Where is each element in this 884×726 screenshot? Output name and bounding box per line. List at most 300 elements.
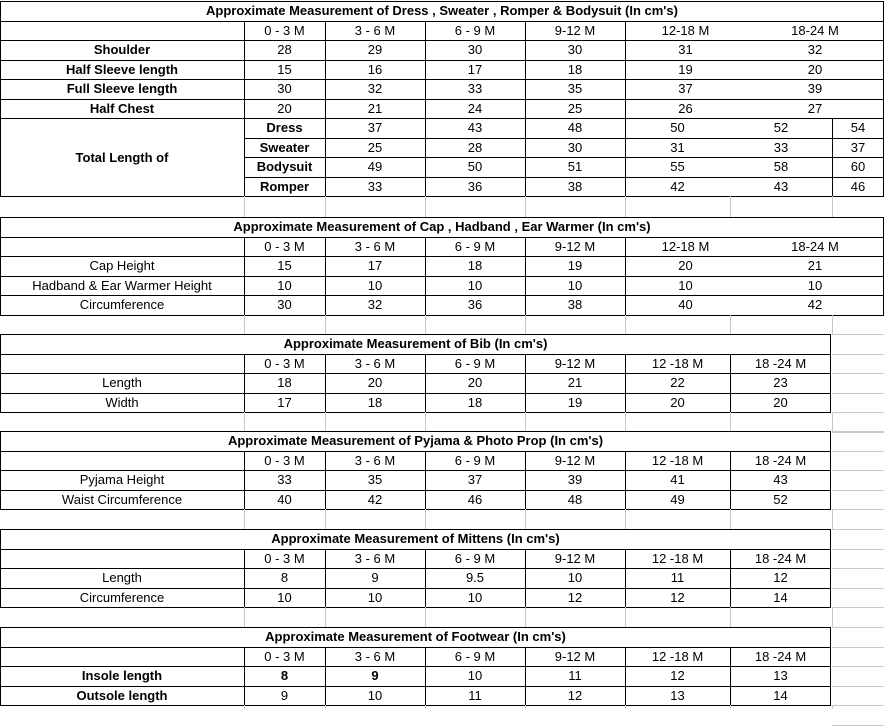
measurement-value: 52	[773, 120, 789, 136]
gridline	[625, 451, 626, 510]
measurement-value: 20	[277, 100, 292, 116]
measurement-value: 40	[678, 297, 693, 313]
measurement-value: 17	[367, 258, 383, 274]
measurement-value: 30	[567, 42, 583, 58]
gridline	[0, 196, 884, 197]
gridline	[244, 705, 245, 709]
gridline	[0, 1, 1, 196]
measurement-value: 18	[567, 61, 583, 77]
measurement-value: 30	[277, 297, 292, 313]
gridline	[832, 588, 884, 589]
gridline	[832, 666, 884, 667]
measurement-value: 18	[277, 375, 292, 391]
header-blank-cell	[0, 451, 244, 471]
measurement-value: 32	[367, 297, 383, 313]
gridline	[625, 315, 626, 335]
measurement-label: Hadband & Ear Warmer Height	[32, 277, 212, 293]
measurement-value: 10	[277, 589, 292, 605]
gridline	[0, 627, 1, 705]
gridline	[0, 431, 1, 509]
gridline	[832, 607, 833, 627]
gridline	[425, 21, 426, 119]
gridline	[425, 705, 426, 709]
measurement-value: 27	[807, 100, 823, 116]
gridline	[244, 237, 245, 315]
gridline	[525, 549, 526, 608]
gridline	[625, 509, 626, 529]
measurement-value: 48	[567, 120, 583, 136]
measurement-value: 21	[807, 258, 823, 274]
gridline	[832, 196, 833, 217]
gridline	[0, 217, 1, 315]
measurement-value: 20	[670, 394, 685, 410]
garment-label: Dress	[266, 120, 303, 136]
measurement-value: 11	[670, 570, 685, 586]
measurement-value: 15	[277, 61, 292, 77]
measurement-label: Length	[102, 375, 142, 391]
age-column-header: 9-12 M	[554, 648, 596, 664]
measurement-value: 32	[367, 81, 383, 97]
measurement-value: 50	[670, 120, 685, 136]
gridline	[832, 490, 884, 491]
measurement-label: Full Sleeve length	[66, 81, 178, 97]
gridline	[244, 607, 245, 627]
gridline	[832, 451, 884, 452]
gridline	[832, 431, 884, 432]
gridline	[832, 725, 884, 726]
gridline	[325, 509, 326, 529]
gridline	[832, 412, 833, 431]
gridline	[425, 607, 426, 627]
age-column-header: 6 - 9 M	[454, 22, 496, 38]
gridline	[425, 315, 426, 335]
gridline	[244, 196, 245, 217]
gridline	[0, 509, 831, 510]
gridline	[832, 118, 833, 196]
measurement-value: 29	[367, 42, 383, 58]
age-column-header: 18-24 M	[791, 22, 839, 38]
gridline	[525, 705, 526, 709]
age-column-header: 9-12 M	[554, 550, 596, 566]
gridline	[525, 509, 526, 529]
measurement-value: 54	[850, 120, 866, 136]
age-column-header: 3 - 6 M	[354, 550, 396, 566]
measurement-value: 19	[678, 61, 693, 77]
gridline	[525, 412, 526, 431]
table-title: Approximate Measurement of Pyjama & Photo Prop (In cm's)	[227, 433, 604, 449]
measurement-value: 37	[850, 139, 866, 155]
measurement-value: 21	[567, 375, 583, 391]
gridline	[832, 354, 884, 355]
measurement-value: 9	[371, 570, 379, 586]
header-blank-cell	[0, 354, 244, 374]
gridline	[244, 451, 245, 510]
measurement-value: 10	[277, 277, 292, 293]
age-column-header: 18 -24 M	[754, 648, 807, 664]
gridline	[525, 21, 526, 119]
measurement-value: 28	[467, 139, 483, 155]
measurement-label: Circumference	[79, 589, 165, 605]
gridline	[832, 334, 884, 335]
measurement-value: 10	[367, 277, 383, 293]
gridline	[425, 412, 426, 431]
gridline	[244, 21, 245, 119]
age-column-header: 0 - 3 M	[264, 550, 305, 566]
measurement-value: 49	[367, 159, 383, 175]
gridline	[730, 705, 731, 709]
gridline	[425, 237, 426, 315]
gridline	[625, 196, 626, 217]
measurement-value: 18	[367, 394, 383, 410]
age-column-header: 12 -18 M	[651, 550, 704, 566]
measurement-value: 51	[567, 159, 583, 175]
measurement-value: 12	[567, 687, 583, 703]
table-title: Approximate Measurement of Footwear (In cm's)	[265, 629, 566, 645]
measurement-value: 15	[277, 258, 292, 274]
measurement-value: 43	[773, 178, 789, 194]
measurement-value: 33	[277, 472, 292, 488]
gridline	[830, 529, 831, 607]
measurement-value: 49	[670, 491, 685, 507]
gridline	[0, 412, 831, 413]
gridline	[425, 118, 426, 196]
measurement-value: 40	[277, 491, 292, 507]
gridline	[425, 196, 426, 217]
gridline	[832, 529, 884, 530]
measurement-value: 30	[567, 139, 583, 155]
gridline	[525, 315, 526, 335]
measurement-value: 16	[367, 61, 383, 77]
measurement-value: 39	[807, 81, 823, 97]
gridline	[244, 315, 245, 335]
measurement-value: 30	[467, 42, 483, 58]
measurement-value: 37	[678, 81, 693, 97]
measurement-value: 43	[467, 120, 483, 136]
gridline	[625, 549, 626, 608]
measurement-value: 10	[567, 277, 583, 293]
measurement-value: 41	[670, 472, 685, 488]
gridline	[425, 354, 426, 413]
measurement-value: 36	[467, 297, 483, 313]
measurement-value: 36	[467, 178, 483, 194]
measurement-value: 46	[850, 178, 866, 194]
age-column-header: 6 - 9 M	[454, 648, 496, 664]
gridline	[425, 647, 426, 706]
measurement-value: 48	[567, 491, 583, 507]
measurement-value: 8	[280, 668, 289, 684]
measurement-value: 12	[670, 668, 685, 684]
age-column-header: 6 - 9 M	[454, 452, 496, 468]
gridline	[832, 607, 884, 608]
measurement-value: 19	[567, 394, 583, 410]
measurement-value: 10	[678, 277, 693, 293]
gridline	[525, 237, 526, 315]
gridline	[830, 627, 831, 705]
measurement-value: 32	[807, 42, 823, 58]
measurement-value: 23	[773, 375, 788, 391]
measurement-value: 12	[773, 570, 788, 586]
gridline	[0, 705, 831, 706]
measurement-value: 20	[807, 61, 823, 77]
measurement-value: 21	[367, 100, 383, 116]
measurement-value: 8	[280, 570, 289, 586]
gridline	[325, 549, 326, 608]
measurement-value: 19	[567, 258, 583, 274]
measurement-value: 52	[773, 491, 788, 507]
measurement-value: 18	[467, 394, 483, 410]
age-column-header: 18 -24 M	[754, 452, 807, 468]
gridline	[244, 118, 245, 196]
gridline	[625, 705, 626, 709]
measurement-value: 10	[467, 668, 483, 684]
measurement-label: Insole length	[81, 668, 163, 684]
measurement-value: 20	[773, 394, 788, 410]
measurement-value: 37	[367, 120, 383, 136]
measurement-value: 10	[367, 687, 383, 703]
measurement-value: 10	[807, 277, 823, 293]
measurement-value: 10	[367, 589, 383, 605]
gridline	[730, 354, 731, 413]
age-column-header: 12-18 M	[661, 238, 710, 254]
age-column-header: 6 - 9 M	[454, 238, 496, 254]
age-column-header: 0 - 3 M	[264, 238, 305, 254]
measurement-value: 31	[670, 139, 685, 155]
gridline	[832, 627, 884, 628]
measurement-value: 60	[850, 159, 866, 175]
age-column-header: 9-12 M	[554, 238, 596, 254]
age-column-header: 18 -24 M	[754, 550, 807, 566]
table-title: Approximate Measurement of Dress , Sweater , Romper & Bodysuit (In cm's)	[206, 3, 678, 19]
measurement-value: 13	[670, 687, 685, 703]
measurement-value: 38	[567, 178, 583, 194]
gridline	[0, 334, 1, 412]
gridline	[425, 451, 426, 510]
gridline	[525, 118, 526, 196]
measurement-value: 43	[773, 472, 788, 488]
gridline	[525, 354, 526, 413]
measurement-value: 38	[567, 297, 583, 313]
measurement-value: 55	[670, 159, 685, 175]
measurement-value: 13	[773, 668, 788, 684]
gridline	[832, 705, 884, 706]
measurement-value: 33	[467, 81, 483, 97]
gridline	[244, 354, 245, 413]
measurement-value: 10	[467, 589, 483, 605]
measurement-value: 33	[773, 139, 789, 155]
age-column-header: 18 -24 M	[754, 355, 807, 371]
measurement-label: Waist Circumference	[61, 491, 183, 507]
measurement-value: 9	[371, 668, 379, 684]
age-column-header: 12 -18 M	[651, 452, 704, 468]
age-column-header: 0 - 3 M	[264, 648, 305, 664]
age-column-header: 12 -18 M	[651, 355, 704, 371]
age-column-header: 0 - 3 M	[264, 355, 305, 371]
measurement-label: Width	[105, 394, 139, 410]
measurement-label: Length	[102, 570, 142, 586]
gridline	[832, 393, 884, 394]
gridline	[832, 568, 884, 569]
measurement-value: 28	[277, 42, 292, 58]
gridline	[325, 451, 326, 510]
gridline	[425, 549, 426, 608]
gridline	[832, 470, 884, 471]
measurement-value: 14	[773, 687, 788, 703]
gridline	[730, 315, 731, 335]
measurement-value: 14	[773, 589, 788, 605]
gridline	[832, 509, 833, 529]
measurement-value: 58	[773, 159, 789, 175]
age-column-header: 6 - 9 M	[454, 550, 496, 566]
measurement-value: 26	[678, 100, 693, 116]
measurement-value: 18	[467, 258, 483, 274]
gridline	[244, 647, 245, 706]
age-column-header: 6 - 9 M	[454, 355, 496, 371]
gridline	[0, 529, 1, 607]
gridline	[0, 315, 884, 316]
age-column-header: 9-12 M	[554, 452, 596, 468]
age-column-header: 0 - 3 M	[264, 452, 305, 468]
gridline	[625, 21, 626, 119]
measurement-value: 25	[367, 139, 383, 155]
measurement-value: 25	[567, 100, 583, 116]
gridline	[625, 237, 626, 315]
measurement-label: Circumference	[79, 297, 165, 313]
measurement-value: 35	[367, 472, 383, 488]
measurement-label: Outsole length	[76, 687, 168, 703]
measurement-value: 12	[567, 589, 583, 605]
measurement-value: 11	[568, 668, 582, 684]
gridline	[325, 354, 326, 413]
measurement-label: Half Chest	[89, 100, 155, 116]
gridline	[0, 607, 831, 608]
measurement-value: 9.5	[465, 570, 485, 586]
measurement-label: Half Sleeve length	[66, 61, 178, 77]
table-title: Approximate Measurement of Cap , Hadband , Ear Warmer (In cm's)	[233, 219, 651, 235]
table-title: Approximate Measurement of Mittens (In cm's)	[271, 531, 560, 547]
gridline	[244, 549, 245, 608]
gridline	[832, 412, 884, 413]
age-column-header: 3 - 6 M	[354, 452, 396, 468]
age-column-header: 3 - 6 M	[354, 355, 396, 371]
measurement-value: 42	[670, 178, 685, 194]
gridline	[425, 509, 426, 529]
gridline	[730, 607, 731, 627]
gridline	[832, 549, 884, 550]
measurement-value: 9	[280, 687, 289, 703]
measurement-value: 46	[467, 491, 483, 507]
gridline	[832, 647, 884, 648]
gridline	[832, 315, 833, 335]
gridline	[625, 607, 626, 627]
gridline	[325, 315, 326, 335]
gridline	[525, 607, 526, 627]
measurement-value: 24	[467, 100, 483, 116]
measurement-label: Pyjama Height	[79, 472, 165, 488]
gridline	[730, 451, 731, 510]
gridline	[625, 354, 626, 413]
gridline	[625, 647, 626, 706]
header-blank-cell	[0, 237, 244, 257]
measurement-value: 30	[277, 81, 292, 97]
age-column-header: 18-24 M	[791, 238, 839, 254]
gridline	[830, 431, 831, 509]
table-title: Approximate Measurement of Bib (In cm's)	[283, 336, 548, 352]
measurement-value: 35	[567, 81, 583, 97]
measurement-value: 12	[670, 589, 685, 605]
gridline	[730, 549, 731, 608]
gridline	[525, 451, 526, 510]
measurement-value: 50	[467, 159, 483, 175]
gridline	[730, 196, 731, 217]
gridline	[625, 412, 626, 431]
age-column-header: 3 - 6 M	[354, 22, 396, 38]
measurement-value: 10	[467, 277, 483, 293]
age-column-header: 12 -18 M	[651, 648, 704, 664]
measurement-value: 17	[277, 394, 292, 410]
gridline	[325, 237, 326, 315]
gridline	[325, 647, 326, 706]
age-column-header: 3 - 6 M	[354, 648, 396, 664]
measurement-value: 42	[807, 297, 823, 313]
measurement-value: 33	[367, 178, 383, 194]
gridline	[325, 705, 326, 709]
measurement-value: 31	[678, 42, 693, 58]
measurement-value: 39	[567, 472, 583, 488]
gridline	[832, 686, 884, 687]
header-blank-cell	[0, 647, 244, 667]
age-column-header: 9-12 M	[554, 22, 596, 38]
gridline	[325, 412, 326, 431]
measurement-value: 22	[670, 375, 685, 391]
garment-label: Romper	[259, 178, 310, 194]
measurement-value: 11	[468, 687, 482, 703]
measurement-value: 20	[678, 258, 693, 274]
gridline	[830, 334, 831, 412]
header-blank-cell	[0, 549, 244, 569]
measurement-value: 42	[367, 491, 383, 507]
age-column-header: 9-12 M	[554, 355, 596, 371]
measurement-label: Cap Height	[89, 258, 155, 274]
measurement-value: 20	[467, 375, 483, 391]
measurement-value: 20	[367, 375, 383, 391]
measurement-label: Shoulder	[93, 42, 151, 58]
age-column-header: 3 - 6 M	[354, 238, 396, 254]
age-column-header: 12-18 M	[661, 22, 710, 38]
group-label: Total Length of	[75, 149, 169, 165]
gridline	[325, 196, 326, 217]
age-column-header: 0 - 3 M	[264, 22, 305, 38]
gridline	[525, 647, 526, 706]
measurement-value: 17	[467, 61, 483, 77]
gridline	[325, 21, 326, 119]
gridline	[325, 118, 326, 196]
gridline	[832, 509, 884, 510]
measurement-value: 37	[467, 472, 483, 488]
gridline	[525, 196, 526, 217]
gridline	[832, 373, 884, 374]
header-blank-cell	[0, 21, 244, 41]
gridline	[625, 118, 626, 196]
gridline	[730, 647, 731, 706]
garment-label: Sweater	[259, 139, 310, 155]
gridline	[730, 509, 731, 529]
measurement-value: 10	[567, 570, 583, 586]
gridline	[244, 509, 245, 529]
gridline	[730, 412, 731, 431]
garment-label: Bodysuit	[256, 159, 313, 175]
gridline	[244, 412, 245, 431]
gridline	[325, 607, 326, 627]
